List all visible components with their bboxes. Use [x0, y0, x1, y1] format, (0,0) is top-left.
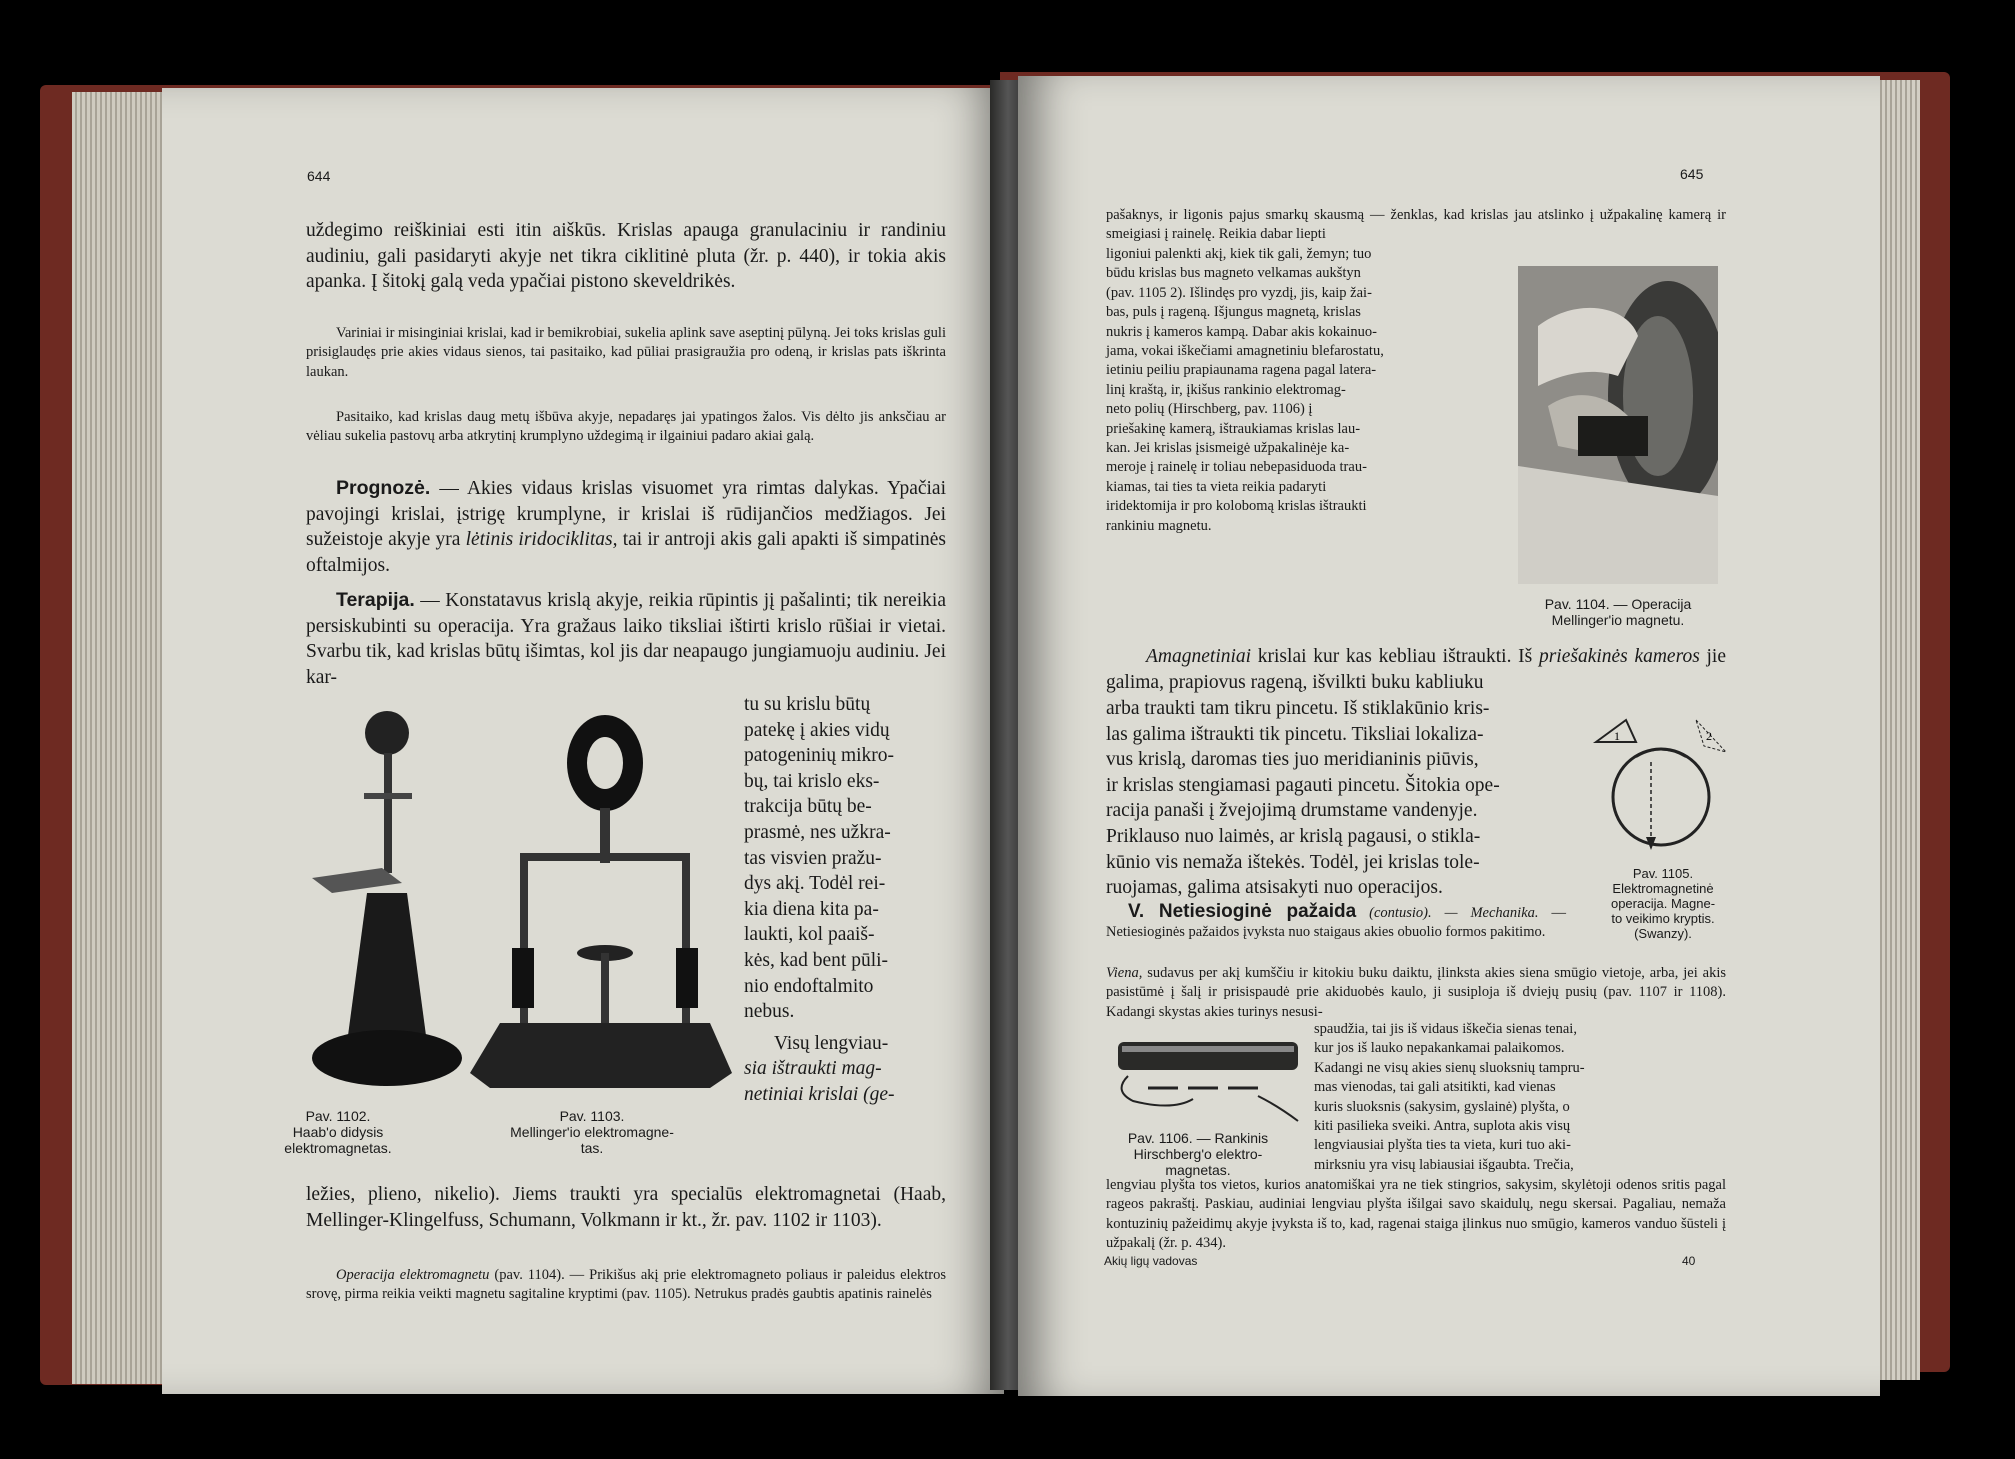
- side-column: [744, 692, 946, 1108]
- prognosis-heading: Prognozė.: [336, 477, 431, 499]
- paragraph: Variniai ir misinginiai krislai, kad ir bemikrobiai, sukelia aplink save aseptinį pūlyną. Jei toks krislas guli prisiglaudęs prie akies vidaus sienos, tai pasitaiko, kad pūliai prasigraužia pro odeną, ir krislas pats iškrinta laukan.: [306, 325, 946, 380]
- text: Amagnetiniai: [1146, 646, 1252, 667]
- line: arba traukti tam tikru pincetu. Iš stiklakūnio kris-: [1106, 698, 1490, 719]
- line: rankiniu magnetu.: [1106, 517, 1212, 534]
- page-edges-left: [72, 92, 162, 1384]
- page-number: 644: [307, 168, 331, 184]
- line: spaudžia, tai jis iš vidaus iškečia sienas tenai,: [1314, 1021, 1577, 1037]
- line: ietiniu peiliu prapiaunama ragena pagal latera-: [1106, 362, 1377, 379]
- line: patekę į akies vidų: [744, 719, 890, 741]
- text: Viena,: [1106, 965, 1143, 981]
- text: jie galima, prapiovus rageną, išvilkti buku kabliuku: [1106, 646, 1726, 693]
- text: (pav. 1104). — Prikišus akį prie elektromagneto poliaus ir paleidus elektros srovę, pirma reikia veikti magnetu sagitaline kryptimi (pav. 1105). Netrukus pradės gaubtis apatinis rainelės: [306, 1267, 946, 1303]
- line: meroje į rainelę ir toliau nebepasiduoda trau-: [1106, 459, 1367, 476]
- line: racija panaši į žvejojimą drumstame vandenyje.: [1106, 800, 1478, 822]
- line: priešakinę kamerą, ištraukiamas krislas lau-: [1106, 420, 1361, 437]
- paragraph: uždegimo reiškiniai esti itin aiškūs. Krislas apauga granulaciniu ir randiniu audiniu, gali pasidaryti akyje net tikra ciklitinė pluta (žr. p. 440), ir tokia akis apanka. Į šitokį galą veda ypačiai pistono skeveldrikės.: [306, 220, 946, 293]
- label-1: 1: [1614, 729, 1620, 743]
- caption-line: elektromagnetas.: [284, 1140, 392, 1156]
- line: kūnio vis nemaža ištekės. Todėl, jei krislas tole-: [1106, 851, 1480, 873]
- caption-line: (Swanzy).: [1634, 926, 1692, 941]
- line: trakcija būtų be-: [744, 796, 872, 818]
- page-edges-right: [1880, 80, 1920, 1380]
- caption-line: Haab'o didysis: [292, 1124, 384, 1140]
- line: kur jos iš lauko nepakankamai palaikomos.: [1314, 1040, 1565, 1057]
- line: tas visvien pražu-: [744, 847, 882, 869]
- section-paragraph: [1106, 902, 1566, 943]
- figure-1102-haab-electromagnet: [312, 693, 462, 1098]
- caption-line: Pav. 1105.: [1632, 866, 1694, 881]
- line: ruojamas, galima atsisakyti nuo operacijos.: [1106, 877, 1443, 899]
- line: lengviausiai plyšta ties ta vieta, kuri tuo aki-: [1314, 1137, 1571, 1154]
- line: dys akį. Todėl rei-: [744, 873, 886, 895]
- footer-title: Akių ligų vadovas: [1104, 1254, 1198, 1268]
- line: Kadangi ne visų akies sienų sluoksnių tampru-: [1314, 1059, 1585, 1076]
- line: neto polių (Hirschberg, pav. 1106) į: [1106, 401, 1313, 418]
- figure-caption: [248, 1108, 428, 1156]
- caption-line: Elektromagnetinė: [1612, 881, 1714, 896]
- prognosis-paragraph: [306, 476, 946, 578]
- caption-line: Hirschberg'o elektro-: [1133, 1146, 1263, 1162]
- line: kan. Jei krislas įsismeigė užpakalinėje ka-: [1106, 440, 1350, 457]
- line: sia ištraukti mag-: [744, 1058, 882, 1080]
- paragraph: lengviau plyšta tos vietos, kurios anatomiškai yra ne tiek stingrios, sakysim, skylėtoji odenos sritis pagal rageos pakraštį. Paskiau, audiniai lengviau plyšta išilgai savo skaidulų, negu skersai. Pagaliau, nemaža kontuzinių pažeidimų akyje įvyksta iš to, kad, ragenai staiga įlinkus nuo smūgio, kameros vanduo šūsteli į užpakalį (žr. p. 434).: [1106, 1177, 1726, 1252]
- therapy-heading: Terapija.: [336, 589, 415, 611]
- therapy-paragraph: [306, 588, 946, 690]
- caption-line: to veikimo kryptis.: [1611, 911, 1715, 926]
- paragraph: pašaknys, ir ligonis pajus smarkų skausmą — ženklas, kad krislas jau atslinko į užpakalinę kamerą ir smeigiasi į rainelę. Reikia dabar liepti: [1106, 207, 1726, 243]
- line: nukris į kameros kampą. Dabar akis kokainuo-: [1106, 323, 1377, 340]
- caption-line: magnetas.: [1165, 1162, 1231, 1178]
- line: tu su krislu būtų: [744, 694, 871, 715]
- text: sudavus per akį kumščiu ir kitokiu buku daiktu, įlinksta akies siena smūgio vietoje, arba, jei akis pasistūmė į šalį ir prisispaudė prie akiduobės kaulo, ji susiploja iš dviejų pusių (pav. 1107 ir 1108). Kadangi skystas akies turinys nesusi-: [1106, 965, 1726, 1020]
- line: (pav. 1105 2). Išlindęs pro vyzdį, jis, kaip žai-: [1106, 284, 1372, 301]
- line: vus krislą, daromas ties juo meridianinis piūvis,: [1106, 749, 1479, 771]
- label-2: 2: [1706, 729, 1712, 743]
- column-text: [1106, 245, 1514, 536]
- caption-line: operacija. Magne-: [1610, 896, 1716, 911]
- section-heading: V. Netiesioginė pažaida: [1128, 901, 1357, 922]
- figure-caption: [472, 1108, 712, 1156]
- line: prasmė, nes užkra-: [744, 821, 891, 843]
- left-page: [162, 88, 1004, 1394]
- figure-1103-mellinger-electromagnet: [470, 713, 732, 1093]
- line: patogeninių mikro-: [744, 745, 895, 767]
- line: nio endoftalmito: [744, 975, 874, 997]
- line: Visų lengviau-: [774, 1032, 889, 1054]
- text: lėtinis iridociklitas,: [465, 529, 618, 551]
- paragraph: [1106, 964, 1726, 1022]
- column-text: [1106, 696, 1578, 901]
- caption-line: Pav. 1104. — Operacija: [1544, 596, 1692, 612]
- line: kiti pasilieka sveiki. Antra, suplota akis visų: [1314, 1118, 1571, 1135]
- figure-caption: [1578, 866, 1748, 941]
- line: ir krislas stengiamasi pagauti pincetu. Šitokia ope-: [1106, 774, 1500, 796]
- paragraph: ležies, plieno, nikelio). Jiems traukti yra specialūs elektromagnetai (Haab, Mellinger-Klingelfuss, Schumann, Volkmann ir kt., žr. pav. 1102 ir 1103).: [306, 1184, 946, 1231]
- line: bas, puls į rageną. Išjungus magnetą, krislas: [1106, 304, 1361, 321]
- paragraph: Pasitaiko, kad krislas daug metų išbūva akyje, nepadaręs jai ypatingos žalos. Vis dėlto jis anksčiau ar vėliau sukelia pastovų arba atkrytinį krumplyno uždegimą ir ilgainiui padaro akiai galą.: [306, 409, 946, 445]
- column-text: [1314, 1020, 1726, 1175]
- caption-line: Pav. 1102.: [305, 1108, 371, 1124]
- text: Operacija elektromagnetu: [336, 1267, 490, 1283]
- line: kuris sluoksnis (sakysim, gyslainė) plyšta, o: [1314, 1098, 1570, 1115]
- text: — Netiesioginės pažaidos įvyksta nuo staigaus akies obuolio formos pakitimo.: [1106, 905, 1566, 941]
- line: kia diena kita pa-: [744, 898, 879, 920]
- line: ligoniui palenkti akį, kiek tik gali, žemyn; tuo: [1106, 246, 1372, 262]
- line: bų, tai krislo eks-: [744, 770, 880, 792]
- line: kiamas, tai ties ta vieta reikia padaryti: [1106, 478, 1327, 495]
- line: laukti, kol paaiš-: [744, 924, 875, 946]
- line: jama, vokai iškečiami amagnetiniu blefarostatu,: [1106, 343, 1384, 360]
- line: nebus.: [744, 1001, 795, 1023]
- text: priešakinės kameros: [1538, 646, 1700, 667]
- paragraph: [1106, 644, 1726, 695]
- line: mas vienodas, tai gali atsitikti, kad vienas: [1314, 1079, 1556, 1096]
- line: mirksniu yra visų labiausiai išgaubta. Trečia,: [1314, 1156, 1574, 1173]
- figure-1105-eye-diagram: [1586, 712, 1736, 852]
- figure-caption: [1098, 1130, 1298, 1178]
- caption-line: Mellinger'io magnetu.: [1551, 612, 1685, 628]
- line: las galima ištraukti tik pincetu. Tiksliai lokaliza-: [1106, 723, 1484, 745]
- paragraph: [306, 1266, 946, 1305]
- line: kės, kad bent pūli-: [744, 949, 889, 971]
- signature-number: 40: [1682, 1254, 1696, 1268]
- text: tai ir antroji akis gali apakti iš simpatinės oftalmijos.: [306, 529, 946, 576]
- figure-1106-hand-magnet: [1108, 1036, 1308, 1126]
- caption-line: Pav. 1106. — Rankinis: [1127, 1130, 1269, 1146]
- text: — Konstatavus krislą akyje, reikia rūpintis jį pašalinti; tik nereikia persiskubinti su operacija. Yra gražaus laiko tiksliai ištirti krislo rūšiai ir vietai. Svarbu tik, kad krislas būtų išimtas, kol jis dar neapaugo jungiamuoju audiniu. Jei kar-: [306, 590, 946, 688]
- right-page: [1018, 76, 1880, 1396]
- figure-1104-operation-photo: [1518, 266, 1718, 584]
- caption-line: tas.: [580, 1140, 604, 1156]
- line: linį kraštą, ir, įkišus rankinio elektromag-: [1106, 381, 1346, 398]
- page-number: 645: [1680, 166, 1704, 182]
- caption-line: Pav. 1103.: [559, 1108, 625, 1124]
- line: iridektomija ir pro kolobomą krislas ištraukti: [1106, 498, 1367, 515]
- text: — Akies vidaus krislas visuomet yra rimtas dalykas. Ypačiai pavojingi krislai, įstrigę krumplyne, ir krislai iš rūdijančios medžiagos. Jei sužeistoje akyje yra: [306, 478, 946, 551]
- line: netiniai krislai (ge-: [744, 1083, 895, 1105]
- line: Priklauso nuo laimės, ar krislą pagausi, o stikla-: [1106, 825, 1481, 847]
- caption-line: Mellinger'io elektromagne-: [510, 1124, 674, 1140]
- figure-caption: [1518, 596, 1718, 628]
- text: (contusio). — Mechanika.: [1356, 905, 1539, 921]
- text: krislai kur kas kebliau ištraukti. Iš: [1251, 646, 1539, 667]
- line: būdu krislas bus magneto velkamas aukštyn: [1106, 265, 1361, 282]
